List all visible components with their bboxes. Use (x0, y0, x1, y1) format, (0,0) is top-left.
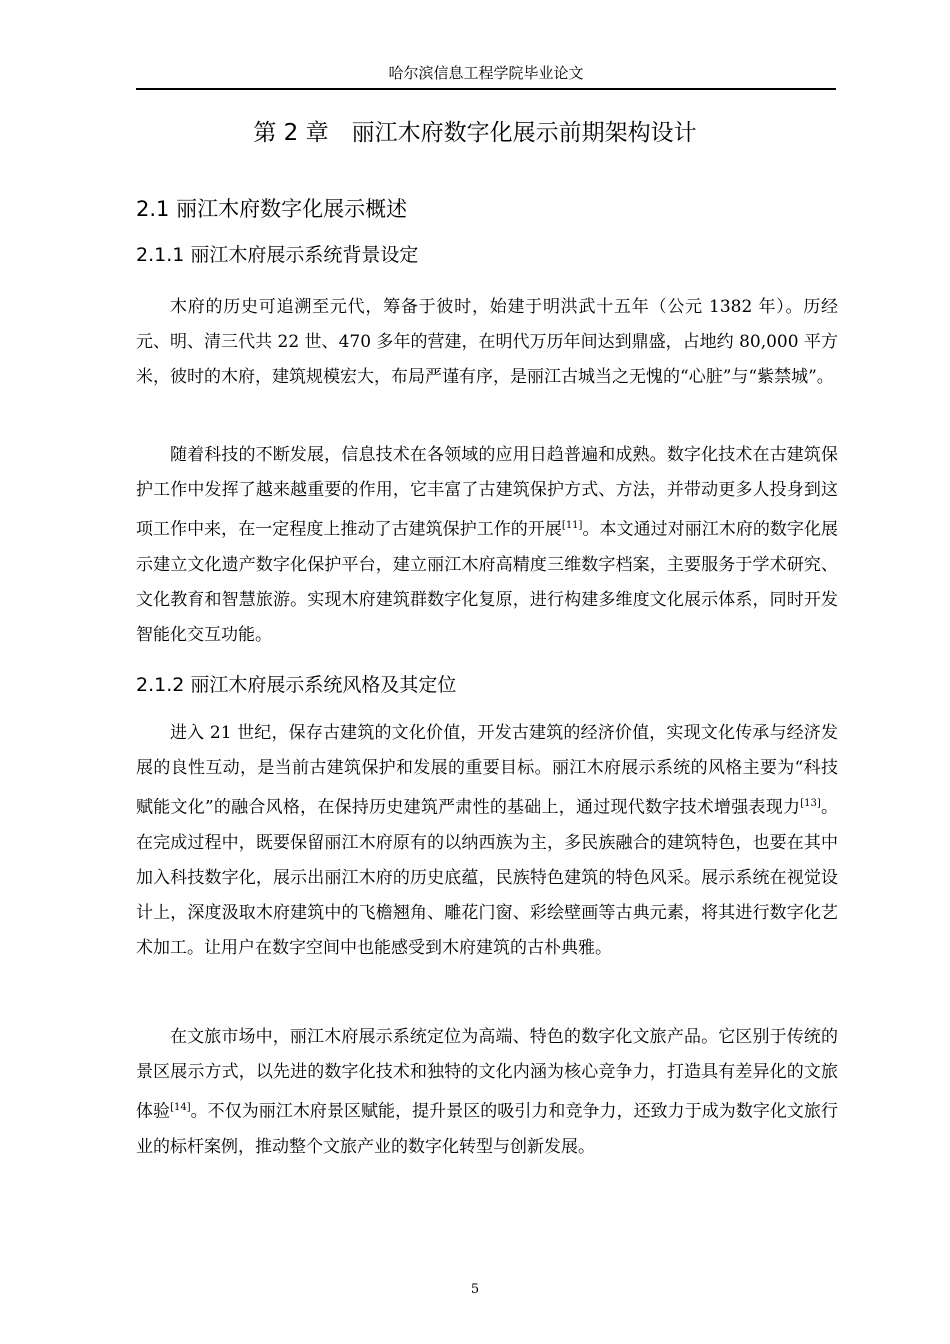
section-title: 2.1 丽江木府数字化展示概述 (136, 197, 408, 221)
paragraph-history: 木府的历史可追溯至元代，筹备于彼时，始建于明洪武十五年（公元 1382 年）。历经元、明、清三代共 22 世、470 多年的营建，在明代万历年间达到鼎盛，占地约 80,000 平方米，彼时的木府，建筑规模宏大，布局严谨有序，是丽江古城当之无愧的“心脏”与“紫禁城”。 (136, 297, 838, 387)
paragraph-technology (136, 438, 838, 653)
paragraph-text: 进入 21 世纪，保存古建筑的文化价值，开发古建筑的经济价值，实现文化传承与经济发展的良性互动，是当前古建筑保护和发展的重要目标。丽江木府展示系统的风格主要为“科技赋能文化”的融合风格，在保持历史建筑严肃性的基础上，通过现代数字技术增强表现力 (136, 723, 838, 818)
subsection-title-2: 2.1.2 丽江木府展示系统风格及其定位 (136, 674, 457, 696)
paragraph-text: 。在完成过程中，既要保留丽江木府原有的以纳西族为主，多民族融合的建筑特色，也要在其中加入科技数字化，展示出丽江木府的历史底蕴，民族特色建筑的特色风采。展示系统在视觉设计上，深度汲取木府建筑中的飞檐翘角、雕花门窗、彩绘壁画等古典元素，将其进行数字化艺术加工。让用户在数字空间中也能感受到木府建筑的古朴典雅。 (136, 797, 838, 958)
paragraph-text: 随着科技的不断发展，信息技术在各领域的应用日趋普遍和成熟。数字化技术在古建筑保护工作中发挥了越来越重要的作用，它丰富了古建筑保护方式、方法，并带动更多人投身到这项工作中来，在一定程度上推动了古建筑保护工作的开展 (136, 445, 838, 540)
page-number: 5 (470, 1282, 480, 1297)
paragraph-positioning (136, 1020, 838, 1165)
paragraph-style (136, 716, 838, 966)
paragraph-text: 。不仅为丽江木府景区赋能，提升景区的吸引力和竞争力，还致力于成为数字化文旅行业的标杆案例，推动整个文旅产业的数字化转型与创新发展。 (136, 1101, 839, 1157)
page-header: 哈尔滨信息工程学院毕业论文 (136, 62, 836, 90)
citation: [14] (170, 1102, 191, 1113)
citation: [11] (561, 520, 583, 531)
subsection-title-1: 2.1.1 丽江木府展示系统背景设定 (136, 244, 419, 266)
citation: [13] (800, 798, 821, 809)
paragraph-text: 在文旅市场中，丽江木府展示系统定位为高端、特色的数字化文旅产品。它区别于传统的景区展示方式，以先进的数字化技术和独特的文化内涵为核心竞争力，打造具有差异化的文旅体验 (136, 1027, 838, 1122)
paragraph-text: 。本文通过对丽江木府的数字化展示建立文化遗产数字化保护平台，建立丽江木府高精度三维数字档案，主要服务于学术研究、文化教育和智慧旅游。实现木府建筑群数字化复原，进行构建多维度文化展示体系，同时开发智能化交互功能。 (136, 519, 839, 645)
chapter-title: 第 2 章 丽江木府数字化展示前期架构设计 (253, 120, 697, 146)
